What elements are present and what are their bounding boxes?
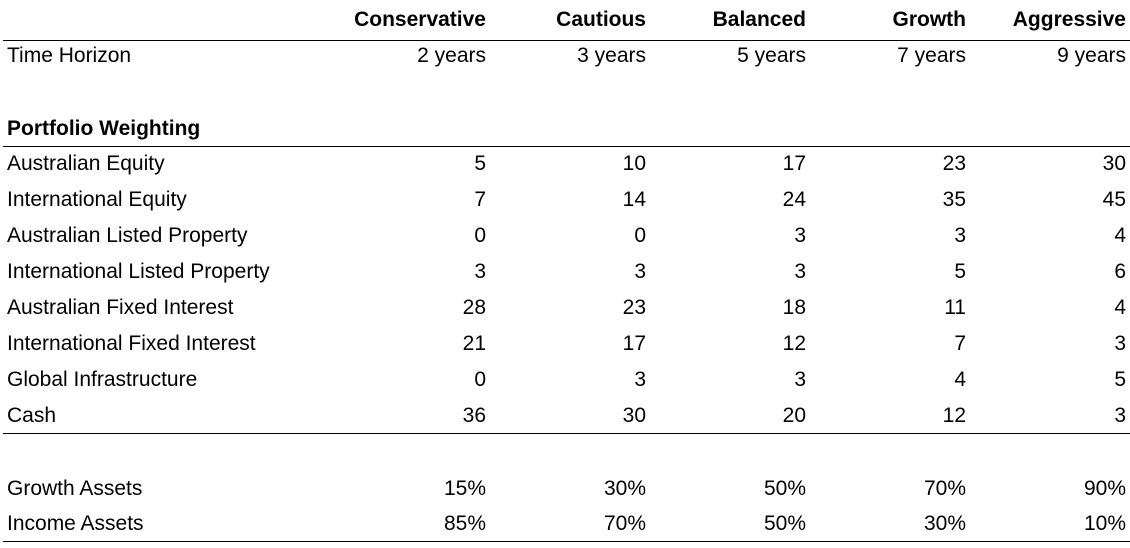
table-cell: 21 (462, 332, 486, 355)
table-cell: 18 (782, 296, 806, 319)
table-cell: 3 (1114, 332, 1126, 355)
table-cell: 3 (954, 224, 966, 247)
row-label: Growth Assets (7, 477, 143, 500)
table-cell: 0 (474, 224, 486, 247)
table-row (0, 254, 1130, 290)
table-cell: 90% (1083, 477, 1126, 500)
table-cell: 11 (944, 296, 966, 319)
table-row (0, 398, 1130, 434)
table-cell: 45 (1102, 188, 1126, 211)
table-cell: 30 (622, 404, 646, 427)
table-cell: 24 (782, 188, 806, 211)
table-row (0, 146, 1130, 182)
table-row (0, 290, 1130, 326)
row-label: Time Horizon (7, 44, 132, 67)
table-row (0, 362, 1130, 398)
table-cell: 85% (443, 512, 486, 535)
table-cell: 36 (462, 404, 486, 427)
row-label: Global Infrastructure (7, 368, 198, 391)
table-row (0, 326, 1130, 362)
column-header-growth: Growth (892, 8, 966, 31)
table-cell: 50% (763, 477, 806, 500)
table-cell: 7 years (897, 44, 966, 67)
table-cell: 50% (763, 512, 806, 535)
table-cell: 5 (474, 152, 486, 175)
header-row (0, 2, 1130, 38)
table-cell: 4 (1114, 224, 1126, 247)
table-cell: 15% (443, 477, 486, 500)
table-cell: 7 (474, 188, 486, 211)
table-row (0, 218, 1130, 254)
column-header-aggressive: Aggressive (1012, 8, 1126, 31)
table-cell: 5 years (737, 44, 806, 67)
table-cell: 12 (942, 404, 966, 427)
row-label: International Listed Property (7, 260, 270, 283)
table-cell: 14 (622, 188, 646, 211)
table-cell: 3 (634, 260, 646, 283)
table-cell: 5 (954, 260, 966, 283)
column-header-conservative: Conservative (354, 8, 486, 31)
row-label: Income Assets (7, 512, 144, 535)
table-cell: 17 (782, 152, 806, 175)
table-cell: 23 (942, 152, 966, 175)
table-cell: 0 (634, 224, 646, 247)
table-cell: 70% (603, 512, 646, 535)
table-cell: 3 years (577, 44, 646, 67)
column-header-cautious: Cautious (556, 8, 646, 31)
table-cell: 0 (474, 368, 486, 391)
row-label: Australian Equity (7, 152, 165, 175)
column-header-balanced: Balanced (712, 8, 806, 31)
table-cell: 35 (942, 188, 966, 211)
row-label: International Fixed Interest (7, 332, 256, 355)
table-cell: 2 years (417, 44, 486, 67)
row-label: Australian Listed Property (7, 224, 248, 247)
row-label: Cash (7, 404, 57, 427)
table-row (0, 506, 1130, 542)
table-row (0, 182, 1130, 218)
table-cell: 12 (782, 332, 806, 355)
table-cell: 17 (622, 332, 646, 355)
table-cell: 20 (782, 404, 806, 427)
section-title-row (0, 111, 1130, 147)
summary-divider (3, 541, 1130, 542)
table-cell: 30% (603, 477, 646, 500)
table-cell: 3 (474, 260, 486, 283)
row-label: Australian Fixed Interest (7, 296, 234, 319)
portfolio-divider (3, 433, 1130, 434)
table-cell: 3 (794, 224, 806, 247)
table-cell: 4 (954, 368, 966, 391)
table-cell: 4 (1114, 296, 1126, 319)
table-cell: 6 (1114, 260, 1126, 283)
table-cell: 5 (1114, 368, 1126, 391)
table-cell: 3 (794, 260, 806, 283)
table-cell: 28 (462, 296, 486, 319)
table-cell: 9 years (1057, 44, 1126, 67)
table-cell: 3 (794, 368, 806, 391)
table-cell: 3 (634, 368, 646, 391)
table-row (0, 471, 1130, 507)
table-cell: 30 (1102, 152, 1126, 175)
row-label: International Equity (7, 188, 187, 211)
table-cell: 10% (1083, 512, 1126, 535)
table-cell: 3 (1114, 404, 1126, 427)
table-cell: 30% (923, 512, 966, 535)
table-cell: 70% (923, 477, 966, 500)
table-cell: 23 (622, 296, 646, 319)
time-horizon-row (0, 38, 1130, 74)
table-cell: 10 (622, 152, 646, 175)
section-title: Portfolio Weighting (7, 117, 201, 140)
table-cell: 7 (954, 332, 966, 355)
